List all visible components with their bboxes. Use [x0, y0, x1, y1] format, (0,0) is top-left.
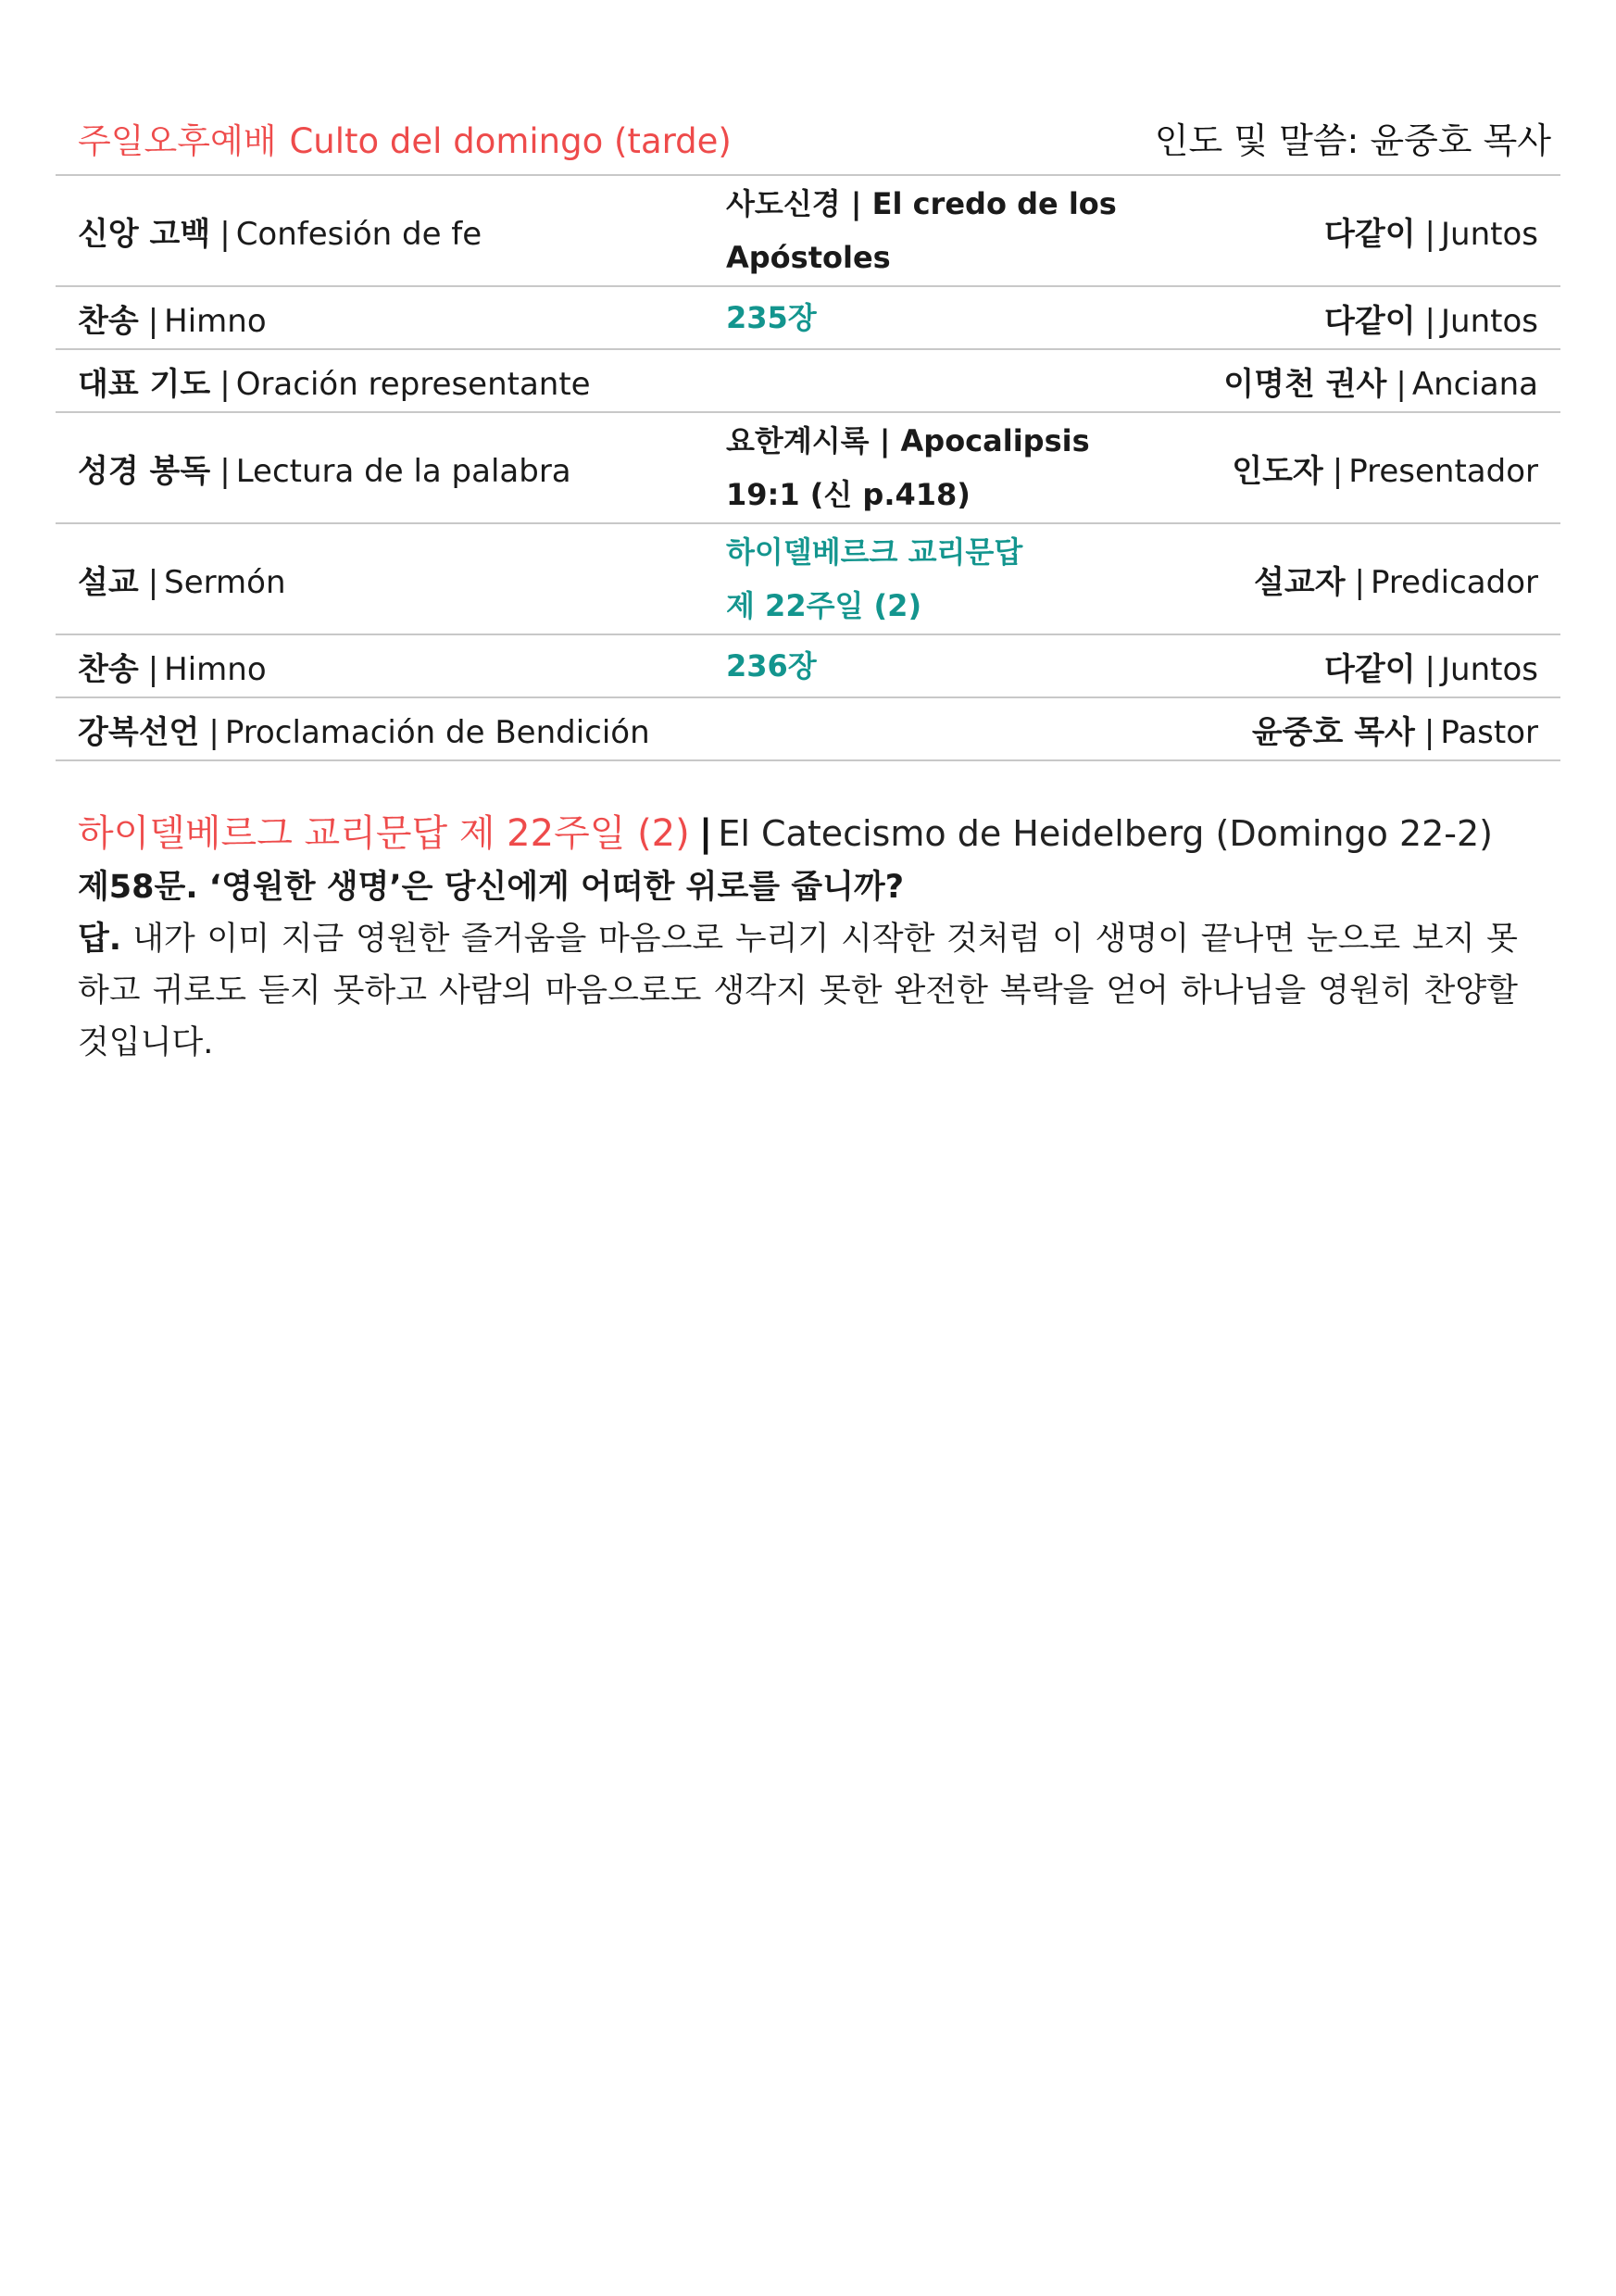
order-item-who-ko: 윤중호 목사	[1251, 713, 1415, 751]
order-item-who-es: Pastor	[1440, 713, 1538, 751]
order-item-content	[726, 177, 1208, 284]
separator: |	[698, 812, 713, 855]
separator: |	[1424, 215, 1436, 253]
service-title	[78, 113, 732, 163]
order-row-hymn-2	[56, 635, 1560, 698]
service-title-es: Culto del domingo (tarde)	[289, 121, 732, 161]
order-row-scripture	[56, 413, 1560, 524]
order-item-content-line: Apóstoles	[726, 240, 891, 275]
order-item-who-ko: 다같이	[1324, 215, 1416, 253]
separator: |	[1424, 650, 1436, 688]
order-item-content-line: 236장	[726, 648, 817, 684]
order-item-who-ko: 다같이	[1324, 302, 1416, 340]
order-item-who	[1208, 707, 1538, 752]
order-item-who-es: Juntos	[1441, 302, 1538, 340]
order-item-name	[78, 208, 726, 254]
order-item-who	[1208, 295, 1538, 341]
order-item-who	[1208, 208, 1538, 254]
order-item-content-line: 사도신경 | El credo de los	[726, 186, 1117, 221]
separator: |	[1332, 452, 1344, 490]
order-item-name	[78, 644, 726, 689]
catechism-title	[78, 806, 1522, 861]
order-item-name-es: Confesión de fe	[235, 215, 482, 253]
order-item-content-line: 제 22주일 (2)	[726, 588, 922, 623]
catechism-section	[78, 806, 1522, 1069]
separator: |	[147, 563, 159, 601]
separator: |	[219, 215, 231, 253]
order-item-name-ko: 신앙 고백	[78, 215, 211, 253]
separator: |	[1354, 563, 1366, 601]
catechism-title-es: El Catecismo de Heidelberg (Domingo 22-2)	[718, 813, 1494, 854]
order-item-name-es: Sermón	[164, 563, 286, 601]
order-item-content	[726, 639, 1208, 693]
order-item-content	[726, 525, 1208, 633]
separator: |	[147, 650, 159, 688]
separator: |	[147, 302, 159, 340]
order-item-name	[78, 295, 726, 341]
order-item-name-es: Himno	[164, 302, 267, 340]
order-row-confession	[56, 176, 1560, 287]
catechism-question: 제58문. ‘영원한 생명’은 당신에게 어떠한 위로를 줍니까?	[78, 869, 905, 906]
order-item-content-line: 235장	[726, 300, 817, 335]
catechism-answer-text: 내가 이미 지금 영원한 즐거움을 마음으로 누리기 시작한 것처럼 이 생명이 끝나면 눈으로 보지 못하고 귀로도 듣지 못하고 사람의 마음으로도 생각지 못한 완전한 복락을 얻어 하나님을 영원히 찬양할 것입니다.	[78, 921, 1518, 1061]
catechism-title-ko: 하이델베르그 교리문답 제 22주일 (2)	[78, 812, 690, 855]
order-item-name-es: Oración representante	[235, 365, 591, 403]
order-item-name-es: Proclamación de Bendición	[224, 713, 650, 751]
order-item-who-es: Predicador	[1371, 563, 1538, 601]
order-item-name	[78, 707, 726, 752]
order-item-who-es: Anciana	[1411, 365, 1538, 403]
service-header	[56, 109, 1560, 176]
order-item-who	[1208, 644, 1538, 689]
order-item-name-ko: 설교	[78, 563, 139, 601]
order-item-name-ko: 성경 봉독	[78, 452, 211, 490]
order-item-who	[1208, 445, 1538, 491]
order-item-who-es: Presentador	[1348, 452, 1538, 490]
order-row-prayer	[56, 350, 1560, 413]
order-item-who-ko: 인도자	[1232, 452, 1323, 490]
order-item-content	[726, 291, 1208, 345]
service-title-ko: 주일오후예배	[78, 121, 277, 161]
order-item-who-ko: 설교자	[1254, 563, 1346, 601]
order-item-who-es: Juntos	[1441, 215, 1538, 253]
order-item-name	[78, 557, 726, 602]
order-item-name	[78, 445, 726, 491]
order-item-content-line: 19:1 (신 p.418)	[726, 477, 971, 512]
service-leader: 인도 및 말씀: 윤중호 목사	[1154, 120, 1551, 161]
order-item-who-ko: 다같이	[1324, 650, 1416, 688]
order-row-benediction	[56, 698, 1560, 761]
order-item-name-ko: 찬송	[78, 302, 139, 340]
order-item-who-ko: 이명천 권사	[1223, 365, 1387, 403]
separator: |	[208, 713, 219, 751]
separator: |	[219, 365, 231, 403]
order-item-name	[78, 358, 726, 404]
order-item-who	[1208, 557, 1538, 602]
order-item-content-line: 요한계시록 | Apocalipsis	[726, 423, 1090, 458]
order-row-hymn-1	[56, 287, 1560, 350]
separator: |	[1396, 365, 1407, 403]
order-item-content-line: 하이델베르크 교리문답	[726, 534, 1023, 570]
order-item-name-ko: 찬송	[78, 650, 139, 688]
worship-order	[56, 109, 1560, 761]
separator: |	[219, 452, 231, 490]
catechism-answer	[78, 913, 1518, 1069]
order-item-name-ko: 대표 기도	[78, 365, 211, 403]
order-item-content	[726, 414, 1208, 521]
separator: |	[1424, 302, 1436, 340]
order-item-name-ko: 강복선언	[78, 713, 200, 751]
order-item-who	[1208, 358, 1538, 404]
order-row-sermon	[56, 524, 1560, 635]
order-item-name-es: Himno	[164, 650, 267, 688]
separator: |	[1423, 713, 1435, 751]
order-item-name-es: Lectura de la palabra	[235, 452, 571, 490]
order-item-who-es: Juntos	[1441, 650, 1538, 688]
catechism-answer-label: 답.	[78, 921, 122, 958]
